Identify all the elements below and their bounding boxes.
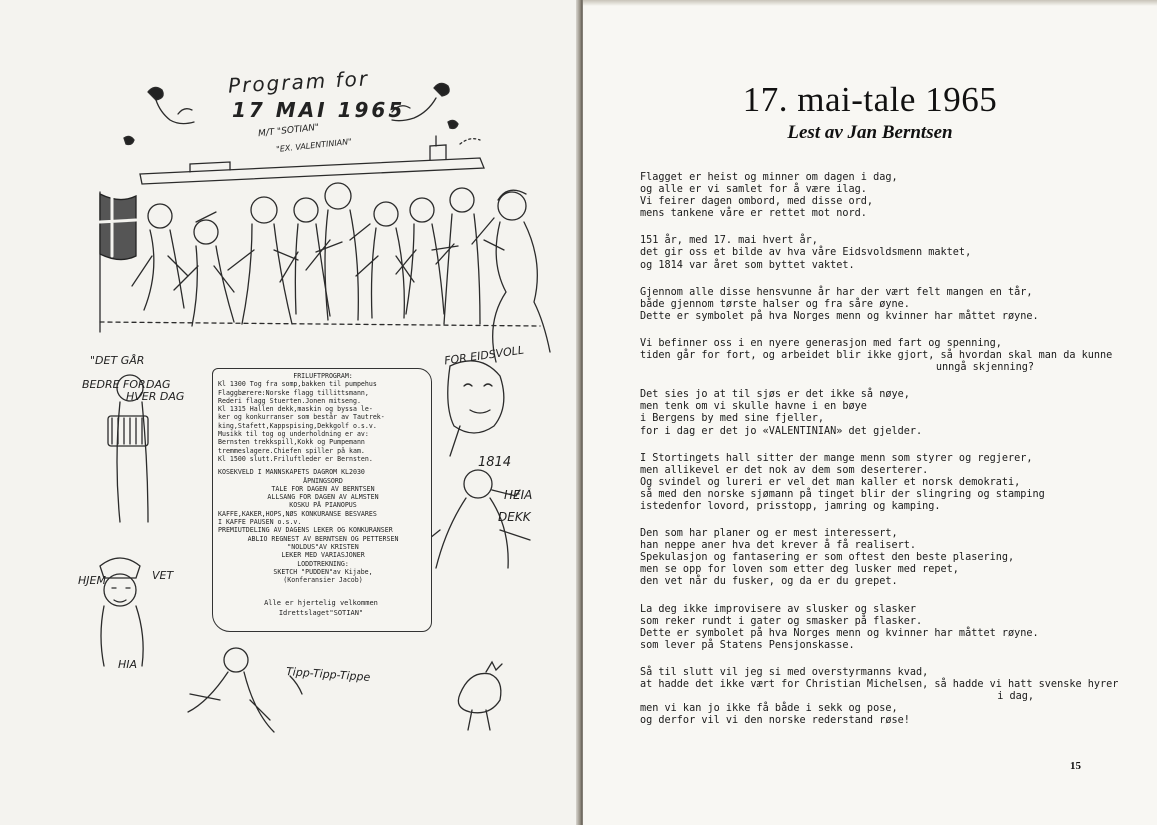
speech-line: Vi befinner oss i en nyere generasjon med fart og spenning, [640, 337, 1002, 349]
speech-line: han neppe aner hva det krever å få realisert. [640, 540, 917, 552]
speech-line: både gjennom tørste halser og fra såre øyne. [640, 298, 910, 310]
program-line: ÅPNINGSORD [303, 476, 343, 485]
program-line: I KAFFE PAUSEN o.s.v. [218, 518, 302, 527]
speech-line: Vi feirer dagen ombord, med disse ord, [640, 196, 874, 208]
dancing-figure-drawing [188, 648, 274, 732]
program-line: Kl 1300 Tog fra somp,bakken til pumpehus [218, 380, 377, 389]
speech-line: den vet når du fusker, og da er du grepet. [640, 576, 898, 588]
norwegian-flag-icon [100, 192, 136, 332]
speech-line: det gir oss et bilde av hva våre Eidsvoldsmenn maktet, [640, 247, 972, 259]
page-edge-shadow [583, 0, 1157, 6]
program-line: Musikk til tog og underholdning er av: [218, 430, 369, 439]
stanza [640, 666, 1119, 727]
stanza [640, 453, 1090, 513]
stanza [640, 172, 1090, 220]
crowd-of-people-drawing [100, 183, 550, 362]
label-dekk: DEKK [498, 510, 531, 524]
label-heia: HEIA [504, 488, 533, 502]
program-line: (Konferansier Jacob) [283, 576, 363, 585]
ex-ship-name: "EX. VALENTINIAN" [275, 137, 353, 154]
stanza [640, 287, 1090, 323]
speech-line: mens tankene våre er rettet mot nord. [640, 208, 867, 220]
speech-line: men se opp for loven som etter deg lusker med repet, [640, 564, 959, 576]
program-line: TALE FOR DAGEN AV BERNTSEN [271, 484, 375, 493]
program-line: KOSKU PÅ PIANOPUS [289, 501, 357, 510]
welcome-text: Alle er hjertelig velkommen [264, 599, 378, 607]
speech-line: tiden går for fort, og arbeidet blir ikke gjort, så hvordan skal man da kunne [640, 350, 1113, 362]
program-line: king,Stafett,Kappspising,Dekkgolf o.s.v. [218, 421, 377, 430]
label-dag: DAG [146, 378, 171, 391]
program-line: Kl 1500 slutt.Friluftleder er Bernsten. [218, 454, 373, 463]
page-title: 17. mai-tale 1965 [742, 80, 998, 119]
speech-line: som lever på Statens Pensjonskasse. [640, 639, 855, 651]
page-subtitle: Lest av Jan Berntsen [787, 122, 953, 143]
program-line: LODDTREKNING: [297, 559, 349, 568]
speech-line: La deg ikke improvisere av slusker og slasker [640, 603, 917, 615]
stanza [640, 337, 1113, 374]
bald-man-caricature [448, 361, 504, 456]
label-tipp: Tipp-Tipp-Tippe [285, 665, 371, 684]
speech-line: og alle er vi samlet for å være ilag. [640, 184, 867, 196]
program-heading: Program for [227, 66, 370, 98]
speech-line: i Bergens by med sine fjeller, [640, 413, 825, 425]
program-line: KAFFE,KAKER,HOPS,NØS KONKURANSE BESVARES [218, 509, 377, 518]
program-line: tremmeslagere.Chiefen spiller på kam. [218, 446, 365, 455]
program-footer [212, 598, 430, 618]
label-hjem: HJEM [78, 574, 106, 587]
speech-line: og 1814 var året som byttet vaktet. [640, 259, 855, 271]
speech-line: 151 år, med 17. mai hvert år, [640, 235, 818, 247]
speech-line: men allikevel er det nok av dem som deserterer. [640, 464, 929, 476]
speech-line: og derfor vil vi den norske rederstand røse! [640, 715, 910, 727]
program-date: 17 MAI 1965 [232, 98, 406, 122]
speech-text [640, 172, 1119, 742]
label-eidsvoll: FOR EIDSVOLL [443, 343, 525, 368]
program-line: SKETCH "PUDDEN"av Kijabe, [273, 567, 373, 576]
program-line: ker og konkurranser som består av Tautrek- [218, 413, 385, 422]
label-det-gar: "DET GÅR [90, 354, 145, 367]
speech-line: Spekulasjon og fantasering er som oftest den beste plasering, [640, 552, 1015, 564]
stanza [640, 389, 1090, 437]
rose-left-icon [124, 87, 194, 144]
program-line: KOSEKVELD I MANNSKAPETS DAGROM KL2030 [218, 468, 365, 477]
label-hver-dag: HVER DAG [126, 390, 185, 403]
speech-line: istedenfor lovord, prisstopp, jamring og kamping. [640, 500, 941, 512]
program-line: FRILUFTPROGRAM: [293, 372, 353, 380]
label-bedre-for: BEDRE FOR [82, 378, 146, 391]
speech-line: I Stortingets hall sitter der mange menn som styrer og regjerer, [640, 452, 1033, 464]
speech-line: for i dag er det jo «VALENTINIAN» det gjelder. [640, 425, 923, 437]
label-1814: 1814 [478, 455, 512, 470]
speech-line: Dette er symbolet på hva Norges menn og kvinner har måttet røyne. [640, 627, 1039, 639]
speech-line: Den som har planer og er mest interessert, [640, 528, 898, 540]
program-line: Rederi flagg Stuerten.Jonen mitseng. [218, 396, 361, 405]
program-line: ABLIO REGNEST AV BERNTSEN OG PETTERSEN [247, 534, 399, 543]
speech-line: Gjennom alle disse hensvunne år har der vært felt mangen en tår, [640, 286, 1033, 298]
speech-line: men tenk om vi skulle havne i en bøye [640, 401, 867, 413]
stanza [640, 235, 1090, 271]
program-line: PREMIUTDELING AV DAGENS LEKER OG KONKURANSER [218, 526, 393, 535]
speech-line: unngå skjenning? [935, 362, 1034, 374]
page-number: 15 [1070, 760, 1081, 772]
ship-name: M/T "SOTIAN" [257, 122, 320, 140]
speech-line: Så til slutt vil jeg si med overstyrmanns kvad, [640, 666, 929, 678]
program-line: LEKER MED VARIASJONER [281, 551, 365, 560]
label-vet: VET [152, 569, 174, 582]
program-line: Kl 1315 Hallen dekk,maskin og byssa le- [218, 405, 373, 414]
label-hia: HIA [118, 658, 138, 671]
program-line: Flaggbærere:Norske flagg tillittsmann, [218, 388, 369, 397]
speech-line: Det sies jo at til sjøs er det ikke så nøye, [640, 389, 910, 401]
program-text [218, 372, 428, 584]
rooster-icon [458, 662, 502, 730]
stanza [640, 528, 1090, 588]
speech-line: men vi kan jo ikke få både i sekk og pose, [640, 703, 898, 715]
stanza [640, 604, 1090, 652]
hatted-man-caricature [100, 558, 143, 666]
speech-line: som reker rundt i gater og smasker på flasker. [640, 615, 923, 627]
speech-line: Og svindel og lureri er vel det man kaller et norsk demokrati, [640, 476, 1021, 488]
program-line: ALLSANG FOR DAGEN AV ALMSTEN [267, 493, 379, 502]
club-name: Idrettslaget"SOTIAN" [278, 609, 364, 617]
speech-line: så med den norske sjømann på tinget blir der slingring og stamping [640, 488, 1045, 500]
speech-line: Flagget er heist og minner om dagen i dag, [640, 172, 898, 183]
program-line: Bernsten trekkspill,Kokk og Pumpemann [218, 438, 365, 447]
speech-line: at hadde det ikke vært for Christian Michelsen, så hadde vi hatt svenske hyrer [640, 679, 1119, 690]
speech-line: i dag, [997, 691, 1034, 703]
program-line: "NOLDUS"AV KRISTEN [287, 542, 359, 551]
speech-line: Dette er symbolet på hva Norges menn og kvinner har måttet røyne. [640, 310, 1039, 322]
